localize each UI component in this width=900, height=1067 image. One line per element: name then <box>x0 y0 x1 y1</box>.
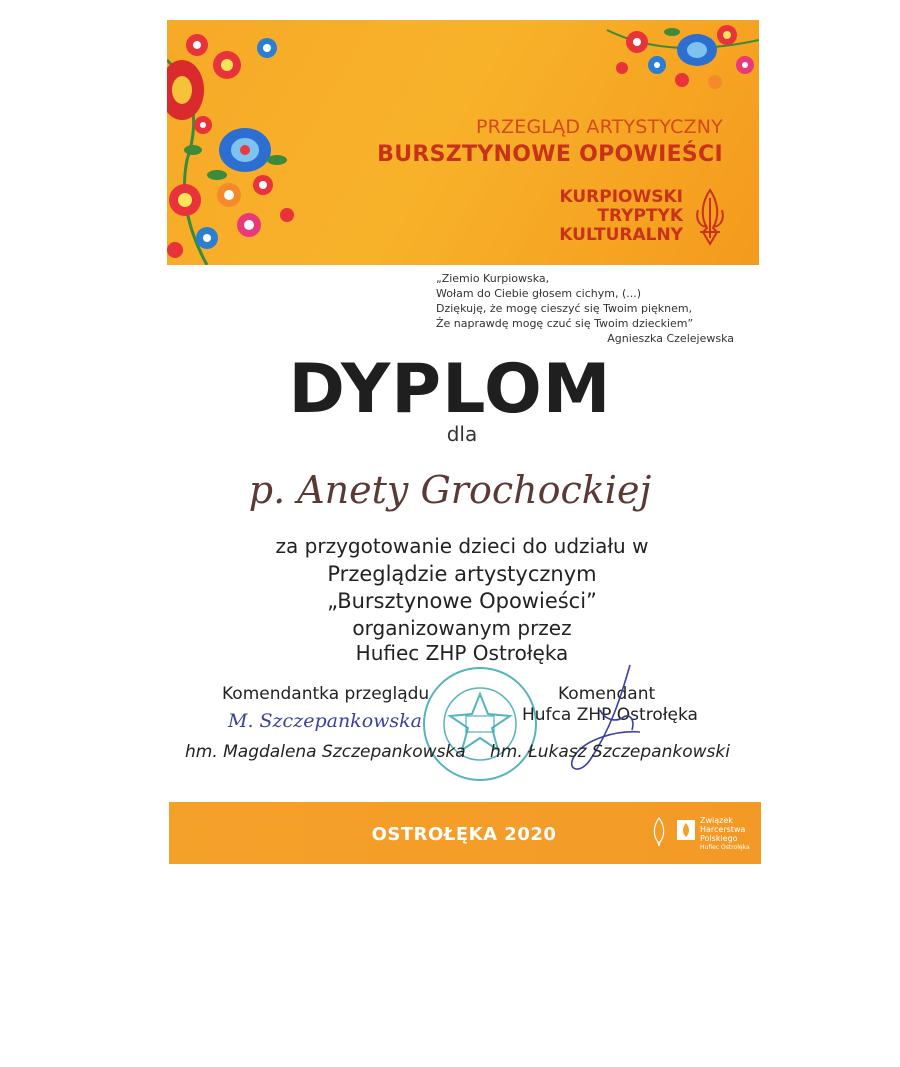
kurpiowski-tryptyk-label <box>559 188 683 245</box>
right-handwritten-signature <box>560 660 650 780</box>
zhp-logo-icon <box>647 816 697 848</box>
right-signatory-name: hm. Łukasz Szczepankowski <box>490 742 730 762</box>
scout-lily-icon <box>695 188 725 246</box>
quote-line: Że naprawdę mogę czuć się Twoim dzieckiem” <box>436 317 694 330</box>
reason-line-4: organizowanym przez <box>352 616 572 640</box>
event-title: BURSZTYNOWE OPOWIEŚCI <box>377 142 723 167</box>
left-signatory-name: hm. Magdalena Szczepankowska <box>185 742 466 762</box>
reason-line-5: Hufiec ZHP Ostrołęka <box>355 641 569 665</box>
diploma-title: DYPLOM <box>288 350 612 429</box>
org-unit: Hufiec Ostrołęka <box>700 844 750 851</box>
kurp-line-1: KURPIOWSKI <box>559 187 683 207</box>
right-signatory-role-1: Komendant <box>558 684 656 704</box>
reason-line-2: Przeglądzie artystycznym <box>327 562 597 586</box>
right-signatory-role-2: Hufca ZHP Ostrołęka <box>522 705 698 725</box>
left-handwritten-signature: M. Szczepankowska <box>228 710 422 732</box>
footer-banner <box>169 802 761 864</box>
org-line: Polskiego <box>700 834 738 843</box>
poem-quote <box>436 271 734 346</box>
quote-line: Wołam do Ciebie głosem cichym, (...) <box>436 287 642 300</box>
org-line: Harcerstwa <box>700 825 746 834</box>
org-line: Związek <box>700 816 733 825</box>
reason-line-1: za przygotowanie dzieci do udziału w <box>275 534 649 558</box>
dla-text: dla <box>446 422 478 446</box>
quote-line: „Ziemio Kurpiowska, <box>436 272 550 285</box>
left-signatory-role: Komendantka przeglądu <box>222 684 430 704</box>
zhp-org-name <box>700 816 750 852</box>
reason-line-3: „Bursztynowe Opowieści” <box>327 589 597 613</box>
kurp-line-2: TRYPTYK <box>597 206 683 226</box>
quote-line: Dziękuję, że mogę cieszyć się Twoim pięknem, <box>436 302 693 315</box>
kurp-line-3: KULTURALNY <box>559 225 683 245</box>
place-and-year: OSTROŁĘKA 2020 <box>371 824 557 845</box>
header-banner <box>167 20 759 265</box>
event-subtitle: PRZEGLĄD ARTYSTYCZNY <box>475 116 723 138</box>
quote-author: Agnieszka Czelejewska <box>607 332 734 345</box>
recipient-name: p. Anety Grochockiej <box>248 468 652 512</box>
